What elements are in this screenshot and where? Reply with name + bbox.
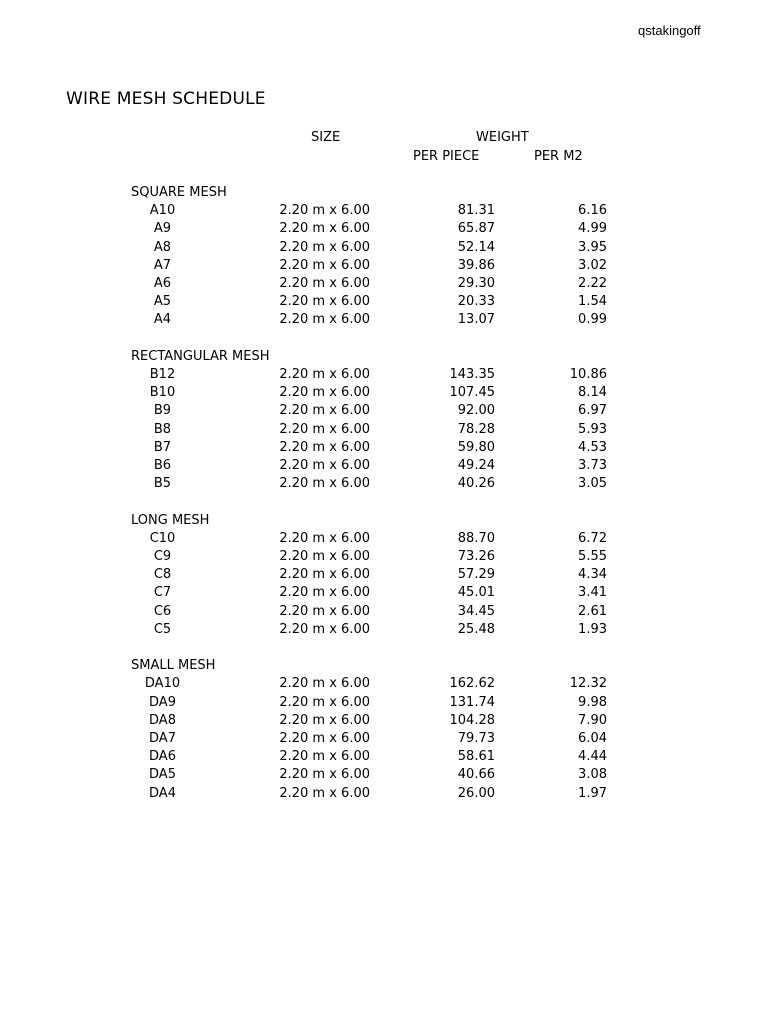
mesh-code-cell: B8	[153, 421, 172, 437]
size-cell: 2.20 m x 6.00	[279, 257, 370, 273]
table-row	[0, 694, 768, 712]
group-heading-row	[0, 657, 768, 675]
weight-per-m2-cell: 10.86	[569, 366, 607, 382]
table-row	[0, 785, 768, 803]
weight-per-piece-cell: 107.45	[449, 385, 495, 401]
size-cell: 2.20 m x 6.00	[279, 712, 370, 728]
weight-per-piece-cell: 34.45	[457, 603, 495, 619]
table-row	[0, 293, 768, 311]
weight-per-m2-cell: 6.04	[578, 730, 607, 746]
table-row	[0, 439, 768, 457]
table-row	[0, 621, 768, 639]
size-cell: 2.20 m x 6.00	[279, 239, 370, 255]
size-cell: 2.20 m x 6.00	[279, 603, 370, 619]
weight-per-piece-cell: 131.74	[449, 694, 495, 710]
weight-per-m2-cell: 4.44	[578, 749, 607, 765]
group-heading: SQUARE MESH	[131, 185, 227, 200]
weight-per-m2-cell: 12.32	[569, 676, 607, 692]
weight-per-m2-cell: 5.55	[578, 548, 607, 564]
mesh-code-cell: DA7	[149, 730, 176, 746]
weight-per-piece-cell: 73.26	[457, 548, 495, 564]
mesh-group	[0, 348, 768, 494]
size-cell: 2.20 m x 6.00	[279, 530, 370, 546]
size-cell: 2.20 m x 6.00	[279, 203, 370, 219]
mesh-code-cell: C8	[153, 567, 172, 583]
size-cell: 2.20 m x 6.00	[279, 312, 370, 328]
size-cell: 2.20 m x 6.00	[279, 403, 370, 419]
size-cell: 2.20 m x 6.00	[279, 366, 370, 382]
weight-per-piece-cell: 49.24	[457, 457, 495, 473]
size-cell: 2.20 m x 6.00	[279, 730, 370, 746]
table-row	[0, 457, 768, 475]
weight-per-piece-cell: 78.28	[457, 421, 495, 437]
mesh-code-cell: DA4	[149, 785, 176, 801]
group-heading: SMALL MESH	[131, 658, 216, 674]
weight-per-m2-cell: 3.73	[578, 457, 607, 473]
mesh-code-cell: C10	[149, 530, 176, 546]
weight-per-m2-cell: 4.34	[578, 567, 607, 583]
table-row	[0, 603, 768, 621]
column-header-per-piece: PER PIECE	[413, 149, 480, 164]
weight-per-piece-cell: 29.30	[457, 275, 495, 291]
table-row	[0, 311, 768, 329]
weight-per-m2-cell: 6.72	[578, 530, 607, 546]
mesh-code-cell: C5	[153, 621, 172, 637]
table-row	[0, 202, 768, 220]
size-cell: 2.20 m x 6.00	[279, 294, 370, 310]
weight-per-m2-cell: 3.05	[578, 476, 607, 492]
size-cell: 2.20 m x 6.00	[279, 385, 370, 401]
size-cell: 2.20 m x 6.00	[279, 548, 370, 564]
weight-per-m2-cell: 1.54	[578, 294, 607, 310]
table-row	[0, 712, 768, 730]
size-cell: 2.20 m x 6.00	[279, 439, 370, 455]
size-cell: 2.20 m x 6.00	[279, 476, 370, 492]
table-row	[0, 730, 768, 748]
weight-per-m2-cell: 4.53	[578, 439, 607, 455]
size-cell: 2.20 m x 6.00	[279, 749, 370, 765]
weight-per-m2-cell: 1.97	[578, 785, 607, 801]
weight-per-piece-cell: 58.61	[457, 749, 495, 765]
table-row	[0, 384, 768, 402]
weight-per-piece-cell: 143.35	[449, 366, 495, 382]
weight-per-m2-cell: 5.93	[578, 421, 607, 437]
table-row	[0, 366, 768, 384]
weight-per-m2-cell: 3.02	[578, 257, 607, 273]
column-header-size: SIZE	[311, 130, 341, 145]
weight-per-piece-cell: 52.14	[457, 239, 495, 255]
column-header-per-m2: PER M2	[534, 149, 583, 164]
weight-per-piece-cell: 57.29	[457, 567, 495, 583]
weight-per-piece-cell: 88.70	[457, 530, 495, 546]
weight-per-piece-cell: 104.28	[449, 712, 495, 728]
mesh-code-cell: DA6	[149, 749, 176, 765]
table-row	[0, 421, 768, 439]
table-row	[0, 584, 768, 602]
size-cell: 2.20 m x 6.00	[279, 221, 370, 237]
table-row	[0, 275, 768, 293]
weight-per-m2-cell: 1.93	[578, 621, 607, 637]
weight-per-piece-cell: 26.00	[457, 785, 495, 801]
size-cell: 2.20 m x 6.00	[279, 767, 370, 783]
mesh-code-cell: DA9	[149, 694, 176, 710]
weight-per-m2-cell: 6.97	[578, 403, 607, 419]
table-row	[0, 257, 768, 275]
weight-per-m2-cell: 7.90	[578, 712, 607, 728]
table-row	[0, 239, 768, 257]
size-cell: 2.20 m x 6.00	[279, 457, 370, 473]
column-header-weight: WEIGHT	[476, 130, 529, 145]
table-row	[0, 566, 768, 584]
mesh-code-cell: A4	[153, 312, 172, 328]
mesh-code-cell: A6	[153, 275, 172, 291]
weight-per-piece-cell: 13.07	[457, 312, 495, 328]
mesh-code-cell: C6	[153, 603, 172, 619]
table-row	[0, 475, 768, 493]
weight-per-m2-cell: 3.95	[578, 239, 607, 255]
weight-per-piece-cell: 45.01	[457, 585, 495, 601]
size-cell: 2.20 m x 6.00	[279, 275, 370, 291]
page-title: WIRE MESH SCHEDULE	[66, 89, 266, 109]
group-heading: RECTANGULAR MESH	[131, 348, 270, 364]
weight-per-piece-cell: 40.26	[457, 476, 495, 492]
table-row	[0, 748, 768, 766]
brand-text: qstakingoff	[638, 23, 701, 38]
mesh-group	[0, 657, 768, 803]
weight-per-piece-cell: 65.87	[457, 221, 495, 237]
weight-per-m2-cell: 3.08	[578, 767, 607, 783]
table-row	[0, 402, 768, 420]
size-cell: 2.20 m x 6.00	[279, 676, 370, 692]
weight-per-piece-cell: 92.00	[457, 403, 495, 419]
table-row	[0, 675, 768, 693]
weight-per-m2-cell: 4.99	[578, 221, 607, 237]
mesh-code-cell: B10	[149, 385, 176, 401]
group-heading: LONG MESH	[131, 512, 210, 528]
group-heading-row	[0, 348, 768, 366]
mesh-code-cell: A8	[153, 239, 172, 255]
mesh-code-cell: B12	[149, 366, 176, 382]
weight-per-piece-cell: 40.66	[457, 767, 495, 783]
mesh-code-cell: C7	[153, 585, 172, 601]
weight-per-piece-cell: 59.80	[457, 439, 495, 455]
mesh-code-cell: C9	[153, 548, 172, 564]
size-cell: 2.20 m x 6.00	[279, 567, 370, 583]
mesh-code-cell: A5	[153, 294, 172, 310]
mesh-code-cell: B5	[153, 476, 172, 492]
weight-per-m2-cell: 9.98	[578, 694, 607, 710]
weight-per-m2-cell: 6.16	[578, 203, 607, 219]
weight-per-piece-cell: 79.73	[457, 730, 495, 746]
mesh-group	[0, 512, 768, 639]
size-cell: 2.20 m x 6.00	[279, 421, 370, 437]
table-row	[0, 220, 768, 238]
mesh-code-cell: B6	[153, 457, 172, 473]
weight-per-m2-cell: 8.14	[578, 385, 607, 401]
mesh-code-cell: DA5	[149, 767, 176, 783]
weight-per-piece-cell: 25.48	[457, 621, 495, 637]
size-cell: 2.20 m x 6.00	[279, 585, 370, 601]
size-cell: 2.20 m x 6.00	[279, 694, 370, 710]
group-heading-row	[0, 184, 768, 202]
weight-per-piece-cell: 162.62	[449, 676, 495, 692]
mesh-code-cell: DA10	[144, 676, 181, 692]
weight-per-m2-cell: 2.61	[578, 603, 607, 619]
weight-per-m2-cell: 3.41	[578, 585, 607, 601]
group-heading-row	[0, 512, 768, 530]
weight-per-piece-cell: 20.33	[457, 294, 495, 310]
mesh-code-cell: DA8	[149, 712, 176, 728]
weight-per-m2-cell: 2.22	[578, 275, 607, 291]
mesh-schedule-table	[0, 184, 768, 821]
table-row	[0, 766, 768, 784]
size-cell: 2.20 m x 6.00	[279, 785, 370, 801]
mesh-group	[0, 184, 768, 330]
mesh-code-cell: A10	[149, 203, 176, 219]
mesh-code-cell: A7	[153, 257, 172, 273]
mesh-code-cell: B9	[153, 403, 172, 419]
table-row	[0, 530, 768, 548]
weight-per-piece-cell: 81.31	[457, 203, 495, 219]
mesh-code-cell: B7	[153, 439, 172, 455]
size-cell: 2.20 m x 6.00	[279, 621, 370, 637]
table-row	[0, 548, 768, 566]
mesh-code-cell: A9	[153, 221, 172, 237]
weight-per-piece-cell: 39.86	[457, 257, 495, 273]
weight-per-m2-cell: 0.99	[578, 312, 607, 328]
